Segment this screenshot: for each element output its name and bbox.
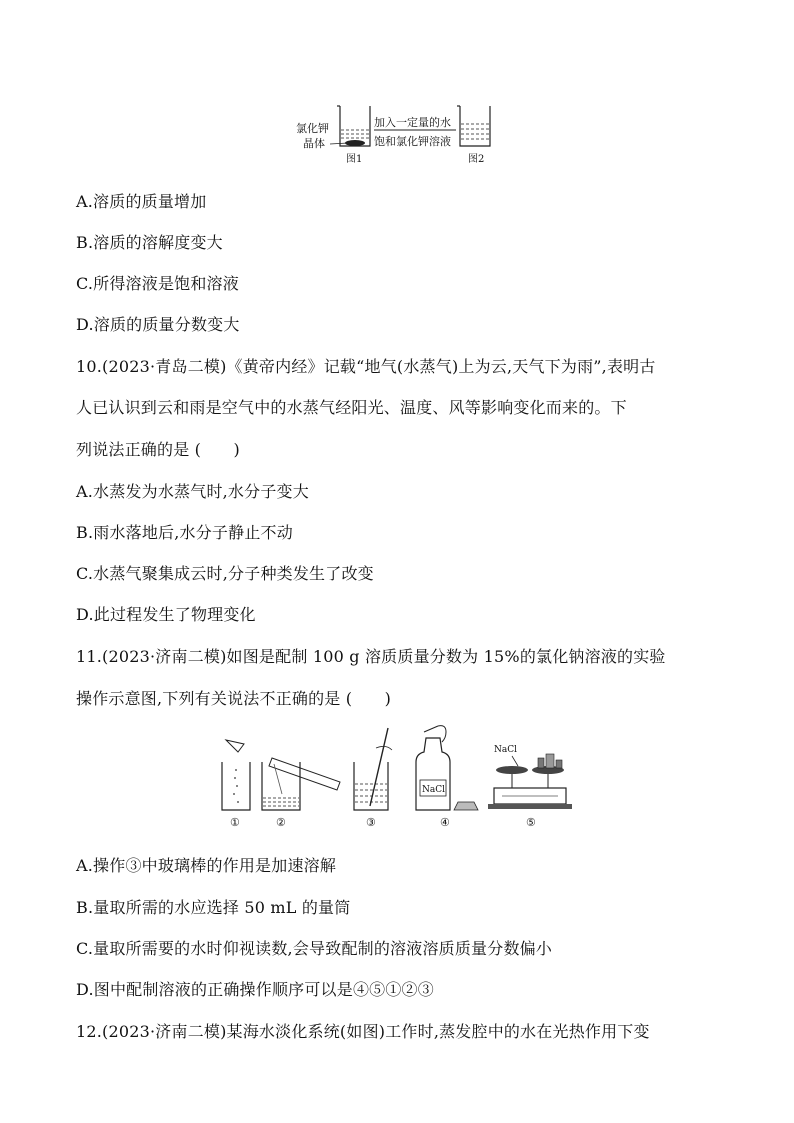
caption-fig1: 图1 — [346, 154, 363, 165]
step-2-illustration — [262, 758, 340, 810]
step-1-illustration — [222, 740, 250, 810]
q11-option-d: D.图中配制溶液的正确操作顺序可以是④⑤①②③ — [76, 980, 434, 999]
step-4-illustration — [416, 726, 478, 810]
q9-option-a: A.溶质的质量增加 — [76, 192, 207, 211]
q11-option-a: A.操作③中玻璃棒的作用是加速溶解 — [76, 856, 337, 875]
q10-option-d: D.此过程发生了物理变化 — [76, 605, 256, 624]
q9-option-b: B.溶质的溶解度变大 — [76, 233, 223, 252]
label-add-water: 加入一定量的水 — [374, 116, 451, 129]
q10-stem-line3: 列说法正确的是 ( ) — [76, 440, 240, 459]
step-3-illustration — [354, 728, 392, 810]
step-2-label: ② — [276, 816, 286, 829]
balance-label: NaCl — [494, 745, 518, 755]
q11-option-c: C.量取所需要的水时仰视读数,会导致配制的溶液溶质质量分数偏小 — [76, 939, 553, 958]
beaker-2 — [457, 106, 490, 146]
q10-option-b: B.雨水落地后,水分子静止不动 — [76, 523, 293, 542]
q10-option-c: C.水蒸气聚集成云时,分子种类发生了改变 — [76, 564, 374, 583]
step-4-label: ④ — [440, 816, 450, 829]
step-1-label: ① — [230, 816, 240, 829]
bottle-label: NaCl — [422, 785, 446, 795]
label-crystal-2: 晶体 — [303, 137, 325, 150]
q12-stem-line1: 12.(2023·济南二模)某海水淡化系统(如图)工作时,蒸发腔中的水在光热作用下变 — [76, 1022, 650, 1041]
caption-fig2: 图2 — [468, 154, 485, 165]
label-saturated-solution: 饱和氯化钾溶液 — [374, 135, 451, 148]
step-5-illustration — [488, 745, 572, 809]
figure-beakers — [290, 100, 510, 170]
beaker-1 — [337, 106, 370, 146]
label-crystal-1: 氯化钾 — [296, 122, 329, 135]
figure-preparation-steps — [212, 722, 582, 832]
step-3-label: ③ — [366, 816, 376, 829]
q11-stem-line2: 操作示意图,下列有关说法不正确的是 ( ) — [76, 689, 392, 708]
step-5-label: ⑤ — [526, 816, 536, 829]
q10-option-a: A.水蒸发为水蒸气时,水分子变大 — [76, 482, 309, 501]
q10-stem-line1: 10.(2023·青岛二模)《黄帝内经》记载“地气(水蒸气)上为云,天气下为雨”,表明古 — [76, 357, 656, 376]
q10-stem-line2: 人已认识到云和雨是空气中的水蒸气经阳光、温度、风等影响变化而来的。下 — [76, 398, 627, 417]
q11-stem-line1: 11.(2023·济南二模)如图是配制 100 g 溶质质量分数为 15%的氯化钠溶液的实验 — [76, 647, 666, 666]
q9-option-d: D.溶质的质量分数变大 — [76, 315, 240, 334]
q11-option-b: B.量取所需的水应选择 50 mL 的量筒 — [76, 898, 351, 917]
q9-option-c: C.所得溶液是饱和溶液 — [76, 274, 239, 293]
